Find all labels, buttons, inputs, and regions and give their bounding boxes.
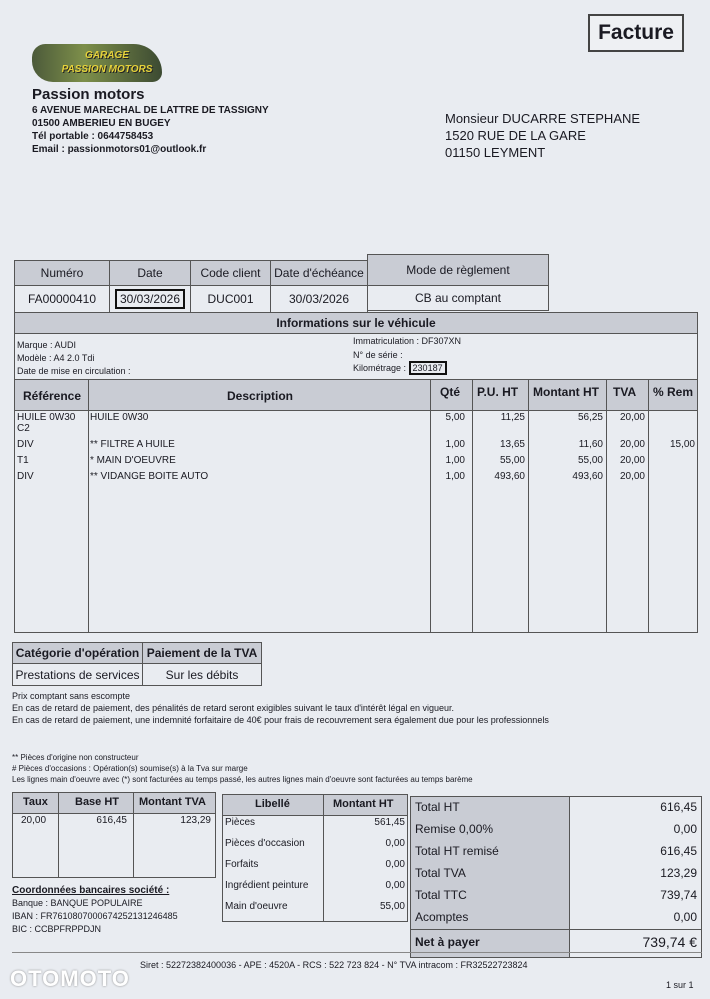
tax-value-montant: 123,29 <box>180 815 211 826</box>
vehicle-mise-en-circulation: Date de mise en circulation : <box>17 366 131 376</box>
total-value: 123,29 <box>660 866 697 880</box>
row-qte: 1,00 <box>445 455 465 466</box>
row-tva: 20,00 <box>619 412 645 423</box>
value-date-cell <box>109 285 191 313</box>
company-address1: 6 AVENUE MARECHAL DE LATTRE DE TASSIGNY <box>32 105 269 116</box>
row-ref: HUILE 0W30 <box>17 412 76 423</box>
payment-notes <box>12 690 702 726</box>
row-montant: 56,25 <box>577 412 603 423</box>
label-mode-reglement: Mode de règlement <box>367 254 549 286</box>
vehicle-immatriculation: Immatriculation : DF307XN <box>353 336 462 346</box>
net-a-payer-label: Net à payer <box>415 935 480 949</box>
category-label: Ingrédient peinture <box>225 880 309 891</box>
row-tva: 20,00 <box>619 455 645 466</box>
row-pu: 55,00 <box>499 455 525 466</box>
row-pu: 13,65 <box>499 439 525 450</box>
row-ref: DIV <box>17 439 34 450</box>
operation-value-category: Prestations de services <box>12 663 143 686</box>
totals-table <box>410 796 702 958</box>
value-date-echeance: 30/03/2026 <box>270 285 368 313</box>
total-value: 739,74 <box>660 888 697 902</box>
row-desc: * MAIN D'OEUVRE <box>90 455 176 466</box>
total-value: 616,45 <box>660 800 697 814</box>
total-label: Remise 0,00% <box>415 822 494 836</box>
row-desc: HUILE 0W30 <box>90 412 149 423</box>
vehicle-modele: Modèle : A4 2.0 Tdi <box>17 353 95 363</box>
row-rem: 15,00 <box>669 439 695 450</box>
category-value: 0,00 <box>385 859 405 870</box>
table-row <box>15 471 697 485</box>
vehicle-km-value: 230187 <box>409 361 447 375</box>
bank-name: Banque : BANQUE POPULAIRE <box>12 898 143 908</box>
category-value: 0,00 <box>385 880 405 891</box>
total-label: Acomptes <box>415 910 469 924</box>
operation-value-tva: Sur les débits <box>142 663 262 686</box>
company-email: Email : passionmotors01@outlook.fr <box>32 144 207 155</box>
category-label: Forfaits <box>225 859 259 870</box>
col-description: Description <box>227 389 294 403</box>
label-numero: Numéro <box>14 260 110 286</box>
col-rem: % Rem <box>653 385 694 399</box>
row-ref: DIV <box>17 471 34 482</box>
bank-bic: BIC : CCBPFRPPDJN <box>12 924 102 934</box>
tax-value-base: 616,45 <box>96 815 127 826</box>
operation-label-category: Catégorie d'opération <box>12 642 143 664</box>
bank-details <box>12 884 178 936</box>
footer-legal: Siret : 52272382400036 - APE : 4520A - RCS : 522 723 824 - N° TVA intracom : FR32522723824 <box>140 960 528 970</box>
client-block <box>445 110 640 161</box>
row-pu: 493,60 <box>494 471 525 482</box>
watermark-logo: OTOMOTO <box>10 966 130 991</box>
company-address2: 01500 AMBERIEU EN BUGEY <box>32 118 171 129</box>
row-tva: 20,00 <box>619 439 645 450</box>
col-tva: TVA <box>613 385 637 399</box>
category-value: 561,45 <box>374 817 405 828</box>
company-logo: GARAGE PASSION MOTORS <box>32 44 162 82</box>
row-qte: 5,00 <box>445 412 465 423</box>
row-pu: 11,25 <box>500 412 525 423</box>
bank-title: Coordonnées bancaires société : <box>12 885 170 896</box>
client-name: Monsieur DUCARRE STEPHANE <box>445 111 641 126</box>
footer-page: 1 sur 1 <box>666 980 694 990</box>
vehicle-serie: N° de série : <box>353 350 403 360</box>
operation-label-tva: Paiement de la TVA <box>142 642 262 664</box>
company-block <box>32 86 269 155</box>
col-montant-ht: Montant HT <box>533 385 599 399</box>
legend-line: # Pièces d'occasions : Opération(s) soumise(s) à la Tva sur marge <box>12 764 248 773</box>
label-date: Date <box>109 260 191 286</box>
label-date-echeance: Date d'échéance <box>270 260 368 286</box>
legend-line: ** Pièces d'origine non constructeur <box>12 753 139 762</box>
tax-table <box>12 792 216 878</box>
tax-value-taux: 20,00 <box>21 815 47 826</box>
total-label: Total TTC <box>415 888 467 902</box>
row-desc: ** FILTRE A HUILE <box>90 439 175 450</box>
row-ref2: C2 <box>17 423 30 434</box>
category-label: Main d'oeuvre <box>225 901 288 912</box>
row-montant: 55,00 <box>577 455 603 466</box>
col-reference: Référence <box>23 389 82 403</box>
note-line: En cas de retard de paiement, une indemnité forfaitaire de 40€ pour frais de recouvrement sera également due pour les professionnels <box>12 715 549 725</box>
category-label: Pièces <box>225 817 256 828</box>
legend-line: Les lignes main d'oeuvre avec (*) sont facturées au temps passé, les autres lignes main d'oeuvre sont facturées au temps barème <box>12 775 473 784</box>
category-label: Pièces d'occasion <box>225 838 305 849</box>
vehicle-marque: Marque : AUDI <box>17 340 77 350</box>
client-address1: 1520 RUE DE LA GARE <box>445 128 586 143</box>
row-montant: 11,60 <box>578 439 603 450</box>
value-numero: FA00000410 <box>14 285 110 313</box>
company-name: Passion motors <box>32 86 145 103</box>
row-montant: 493,60 <box>572 471 603 482</box>
note-line: Prix comptant sans escompte <box>12 691 131 701</box>
items-table-header <box>15 380 697 411</box>
invoice-title: Facture <box>598 21 674 44</box>
col-qte: Qté <box>440 385 461 399</box>
category-value: 0,00 <box>385 838 405 849</box>
vehicle-info-box <box>14 312 698 380</box>
vehicle-info-title: Informations sur le véhicule <box>15 313 697 334</box>
tax-header-base: Base HT <box>75 796 120 808</box>
category-header-libelle: Libellé <box>255 798 290 810</box>
row-desc: ** VIDANGE BOITE AUTO <box>90 471 209 482</box>
vehicle-km-label: Kilométrage : <box>353 363 407 373</box>
invoice-title-box <box>588 14 684 52</box>
tax-header-montant: Montant TVA <box>139 796 207 808</box>
total-label: Total TVA <box>415 866 466 880</box>
vehicle-km <box>353 363 447 373</box>
net-a-payer-value: 739,74 € <box>642 934 697 950</box>
total-label: Total HT remisé <box>415 844 499 858</box>
total-value: 616,45 <box>660 844 697 858</box>
note-line: En cas de retard de paiement, des pénalités de retard seront exigibles suivant le taux d'intérêt légal en vigueur. <box>12 703 454 713</box>
label-code-client: Code client <box>190 260 271 286</box>
category-table <box>222 794 408 922</box>
items-table <box>14 379 698 633</box>
company-phone: Tél portable : 0644758453 <box>32 131 154 142</box>
value-code-client: DUC001 <box>190 285 271 313</box>
total-value: 0,00 <box>673 910 697 924</box>
table-row <box>15 455 697 469</box>
value-mode-reglement: CB au comptant <box>367 285 549 311</box>
legend-notes <box>12 752 702 785</box>
bank-iban: IBAN : FR7610807000674252131246485 <box>12 911 178 921</box>
client-address2: 01150 LEYMENT <box>445 145 546 160</box>
row-qte: 1,00 <box>445 439 465 450</box>
col-pu-ht: P.U. HT <box>477 385 519 399</box>
row-ref: T1 <box>17 455 29 466</box>
row-qte: 1,00 <box>445 471 465 482</box>
total-label: Total HT <box>415 800 460 814</box>
table-row <box>15 439 697 453</box>
row-tva: 20,00 <box>619 471 645 482</box>
table-row <box>15 412 697 436</box>
footer-divider <box>12 952 702 953</box>
value-date: 30/03/2026 <box>115 289 185 309</box>
total-value: 0,00 <box>673 822 697 836</box>
category-value: 55,00 <box>379 901 405 912</box>
tax-header-taux: Taux <box>23 796 48 808</box>
category-header-montant: Montant HT <box>333 798 394 810</box>
